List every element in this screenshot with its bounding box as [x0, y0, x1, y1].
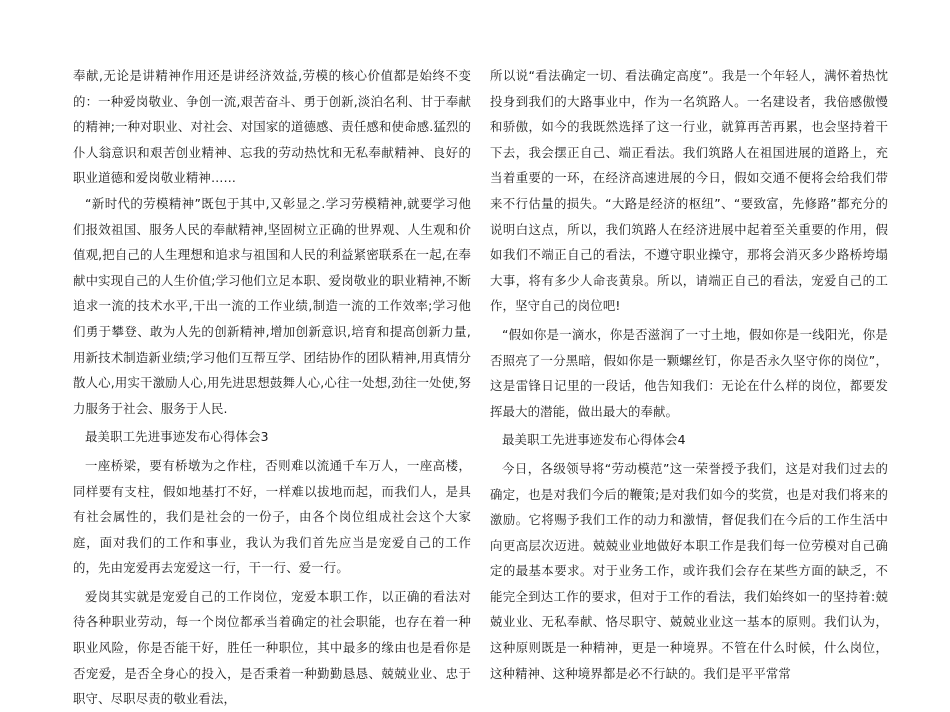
paragraph: “假如你是一滴水，你是否滋润了一寸土地，假如你是一线阳光，你是否照亮了一分黑暗，假如你是一颗螺丝钉，你是否永久坚守你的岗位”，这是雷锋日记里的一段话，他告知我们：无论在什么样的岗位，都要发挥最大的潜能，做出最大的奉献。	[490, 326, 888, 419]
left-column	[73, 63, 471, 712]
paragraph: 今日，各级领导将“劳动模范”这一荣誉授予我们，这是对我们过去的确定，也是对我们今后的鞭策;是对我们如今的奖赏，也是对我们将来的激励。它将赐予我们工作的动力和激情，督促我们在今后的工作生活中向更高层次迈进。兢兢业业地做好本职工作是我们每一位劳模对自己确定的最基本要求。对于业务工作，或许我们会存在某些方面的缺乏，不能完全到达工作的要求，但对于工作的看法，我们始终如一的坚持着:兢兢业业、无私奉献、恪尽职守、兢兢业业这一基本的原则。我们认为，这种原则既是一种精神，更是一种境界。不管在什么时候，什么岗位，这种精神、这种境界都是必不行缺的。我们是平平常常	[490, 460, 888, 681]
paragraph: “新时代的劳模精神”既包于其中,又彰显之.学习劳模精神,就要学习他们报效祖国、服务人民的奉献精神,坚固树立正确的世界观、人生观和价值观,把自己的人生理想和追求与祖国和人民的利益紧密联系在一起,在奉献中实现自己的人生价值;学习他们立足本职、爱岗敬业的职业精神,不断追求一流的技术水平,干出一流的工作业绩,制造一流的工作效率;学习他们勇于攀登、敢为人先的创新精神,增加创新意识,培育和提高创新力量,用新技术制造新业绩;学习他们互帮互学、团结协作的团队精神,用真情分散人心,用实干激励人心,用先进思想鼓舞人心,心往一处想,劲往一处使,努力服务于社会、服务于人民.	[73, 195, 471, 416]
right-column	[490, 63, 888, 686]
paragraph: 一座桥梁，要有桥墩为之作柱，否则难以流通千车万人，一座高楼，同样要有支柱，假如地基打不好，一样难以拔地而起，而我们人，是具有社会属性的，我们是社会的一份子，由各个岗位组成社会这个大家庭，面对我们的工作和事业，我认为我们首先应当是宠爱自己的工作的，先由宠爱再去宠爱这一行，干一行、爱一行。	[73, 457, 471, 576]
paragraph: 所以说“看法确定一切、看法确定高度”。我是一个年轻人，满怀着热忱投身到我们的大路事业中，作为一名筑路人。一名建设者，我倍感傲慢和骄傲，如今的我既然选择了这一行业，就算再苦再累，也会坚持着干下去，我会摆正自己、端正看法。我们筑路人在祖国进展的道路上，充当着重要的一环，在经济高速进展的今日，假如交通不便将会给我们带来不行估量的损失。“大路是经济的枢纽”、“要致富，先修路”都充分的说明白这点，所以，我们筑路人在经济进展中起着至关重要的作用，假如我们不端正自己的看法，不遵守职业操守，那将会消灭多少路桥垮塌大事，将有多少人命丧黄泉。所以，请端正自己的看法，宠爱自己的工作，坚守自己的岗位吧!	[490, 68, 888, 314]
section-heading: 最美职工先进事迹发布心得体会3	[85, 429, 269, 445]
paragraph: 爱岗其实就是宠爱自己的工作岗位，宠爱本职工作，以正确的看法对待各种职业劳动，每一个岗位都承当着确定的社会职能，也存在着一种职业风险，你是否能干好，胜任一种职位，其中最多的缘由也是看你是否宠爱，是否全身心的投入，是否秉着一种勤勤恳恳、兢兢业业、忠于职守、尽职尽责的敬业看法，	[73, 588, 471, 707]
paragraph: 奉献,无论是讲精神作用还是讲经济效益,劳模的核心价值都是始终不变的：一种爱岗敬业、争创一流,艰苦奋斗、勇于创新,淡泊名利、甘于奉献的精神;一种对职业、对社会、对国家的道德感、责任感和使命感.猛烈的仆人翁意识和艰苦创业精神、忘我的劳动热忱和无私奉献精神、良好的职业道德和爱岗敬业精神……	[73, 68, 471, 186]
section-heading: 最美职工先进事迹发布心得体会4	[502, 432, 686, 448]
